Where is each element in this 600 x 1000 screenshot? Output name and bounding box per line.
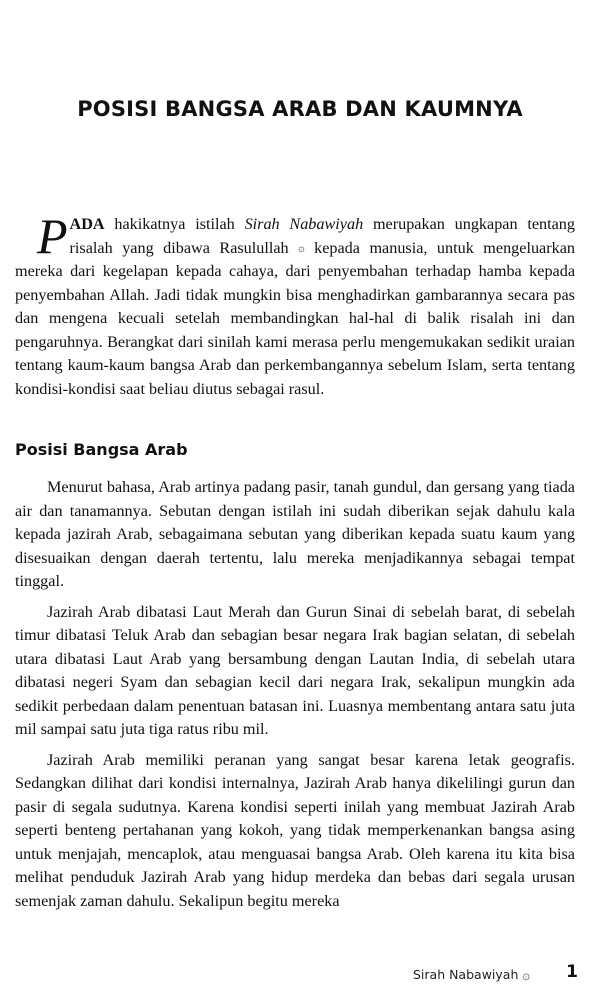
intro-text-a: hakikatnya istilah (104, 215, 245, 233)
drop-cap: P (37, 208, 68, 264)
running-footer (413, 967, 530, 983)
section-heading: Posisi Bangsa Arab (15, 440, 188, 459)
intro-lead-word: ADA (69, 215, 105, 233)
section-paragraph: Jazirah Arab memiliki peranan yang sangat besar karena letak geografis. Sedangkan dilihat dari kondisi internalnya, Jazirah Arab hanya dikelilingi gurun dan pasir di segala sudutnya. Karena kondisi seperti inilah yang membuat Jazirah Arab seperti benteng pertahanan yang kokoh, yang tidak memperkenankan bangsa asing untuk menjajah, mencaplok, atau menguasai bangsa Arab. Oleh karena itu kita bisa melihat penduduk Jazirah Arab yang hidup merdeka dan bebas dari segala urusan semenjak zaman dahulu. Sekalipun begitu mereka (15, 750, 575, 910)
page-number: 1 (566, 962, 578, 982)
intro-paragraph (15, 208, 575, 408)
section-paragraph: Menurut bahasa, Arab artinya padang pasir, tanah gundul, dan gersang yang tiada air dan tanamannya. Sebutan dengan istilah ini sudah diberikan sejak dahulu kala kepada jazirah Arab, sebagaimana sebutan yang diberikan kepada suatu kaum yang disesuaikan dengan daerah tertentu, lalu mereka menjadikannya sebagai tempat tinggal. (15, 478, 575, 590)
intro-emphasis: Sirah Nabawiyah (244, 215, 364, 233)
intro-text-c: kepada manusia, untuk mengeluarkan mereka dari kegelapan kepada cahaya, dari penyembahan terhadap hamba kepada penyembahan Allah. Jadi tidak mungkin bisa menghadirkan gambarannya secara pas dan mengena kecuali setelah membandingkan hal-hal di balik risalah ini dan pengaruhnya. Berangkat dari sinilah kami merasa perlu mengemukakan sedikit uraian tentang kaum-kaum bangsa Arab dan perkembangannya sebelum Islam, serta tentang kondisi-kondisi saat beliau diutus sebagai rasul. (15, 238, 575, 398)
section-paragraph: Jazirah Arab dibatasi Laut Merah dan Gurun Sinai di sebelah barat, di sebelah timur dibatasi Teluk Arab dan sebagian besar negara Irak bagian selatan, di sebelah utara dibatasi Laut Arab yang bersambung dengan Lautan India, di sebelah utara dibatasi negeri Syam dan sebagian kecil dari negara Irak, sekalipun mungkin ada sedikit perbedaan dalam penentuan batasan ini. Luasnya membentang antara satu juta mil sampai satu juta tiga ratus ribu mil. (15, 602, 575, 738)
honorific-icon: ۞ (298, 241, 305, 254)
section-body (15, 476, 575, 920)
intro-text-b: merupakan ungkapan tentang risalah yang dibawa Rasulullah (69, 215, 575, 257)
chapter-title: POSISI BANGSA ARAB DAN KAUMNYA (77, 97, 523, 121)
footer-book-title: Sirah Nabawiyah (412, 967, 519, 982)
ornament-icon: ۞ (522, 968, 530, 983)
